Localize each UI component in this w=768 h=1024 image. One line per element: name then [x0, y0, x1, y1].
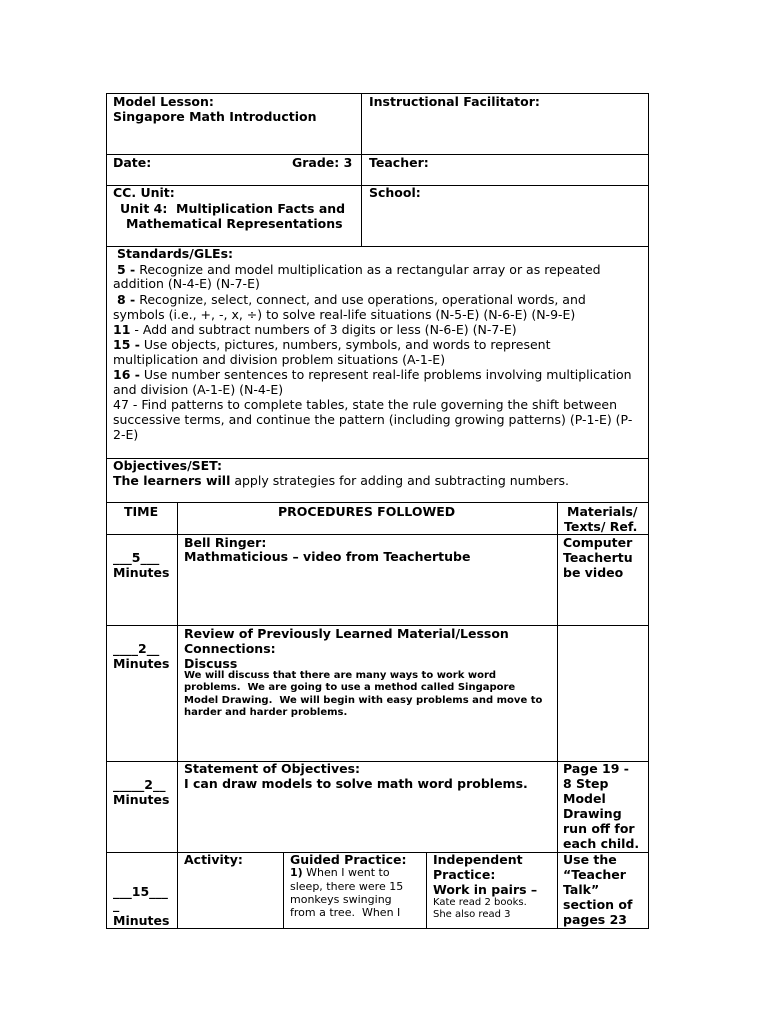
row2-text-2: problems. We are going to use a method called Singapore: [184, 682, 516, 693]
standard-16-text: Use number sentences to represent real-life problems involving multiplication: [139, 367, 632, 382]
standard-15-number: 15 -: [113, 337, 140, 352]
standard-16: [113, 367, 632, 382]
standard-47: 47 - Find patterns to complete tables, state the rule governing the shift between: [113, 397, 618, 412]
objectives-heading: Objectives/SET:: [113, 458, 223, 473]
standard-8: [113, 292, 586, 307]
standard-47-cont2: 2-E): [113, 427, 139, 442]
standard-16-cont: and division (A-1-E) (N-4-E): [113, 382, 284, 397]
row3-time-unit: Minutes: [113, 792, 170, 807]
row2-title-1: Review of Previously Learned Material/Lesson: [184, 626, 509, 641]
procedures-header: PROCEDURES FOLLOWED: [278, 504, 456, 519]
teacher-label: Teacher:: [369, 155, 429, 170]
row4-guided-label: Guided Practice:: [290, 852, 407, 867]
row4-time-value: ___15___: [113, 884, 168, 899]
unit-title-line2: Mathematical Representations: [126, 216, 343, 231]
row2-materials-cell: [557, 625, 649, 762]
standard-5-number: 5 -: [116, 262, 136, 277]
model-lesson-label: Model Lesson:: [113, 94, 214, 109]
row4-materials-4: section of: [563, 897, 633, 912]
standard-15-text: Use objects, pictures, numbers, symbols, and words to represent: [139, 337, 551, 352]
row2-text-1: We will discuss that there are many ways to work word: [184, 670, 497, 681]
model-lesson-title: Singapore Math Introduction: [113, 109, 317, 124]
row3-materials-3: Model: [563, 791, 606, 806]
standard-47-cont: successive terms, and continue the pattern (including growing patterns) (P-1-E) (P-: [113, 412, 633, 427]
row1-materials-2: Teachertu: [563, 550, 633, 565]
school-label: School:: [369, 185, 421, 200]
row1-materials-1: Computer: [563, 535, 633, 550]
row2-text-3: Model Drawing. We will begin with easy problems and move to: [184, 695, 543, 706]
row2-time-unit: Minutes: [113, 656, 170, 671]
standard-8-text: Recognize, select, connect, and use operations, operational words, and: [135, 292, 586, 307]
row1-materials-3: be video: [563, 565, 624, 580]
facilitator-label: Instructional Facilitator:: [369, 94, 540, 109]
row2-text-4: harder and harder problems.: [184, 707, 348, 718]
row4-independent-label-3: Work in pairs –: [433, 882, 538, 897]
row3-title-2: I can draw models to solve math word problems.: [184, 776, 528, 791]
row2-title-2: Connections:: [184, 641, 276, 656]
row4-independent-label-1: Independent: [433, 852, 523, 867]
standard-15-cont: multiplication and division problem situations (A-1-E): [113, 352, 446, 367]
row4-guided-number: 1): [290, 866, 303, 879]
row4-time-underscore: _: [113, 897, 120, 912]
standard-11-number: 11: [113, 322, 131, 337]
date-label: Date:: [113, 155, 152, 170]
objectives-lead: The learners will: [113, 473, 231, 488]
row4-guided-line1: [290, 867, 390, 880]
time-header: TIME: [124, 504, 159, 519]
row3-materials-4: Drawing: [563, 806, 622, 821]
row1-title-2: Mathmaticious – video from Teachertube: [184, 549, 471, 564]
row2-time-value: ____2__: [113, 641, 160, 656]
standard-5-text: Recognize and model multiplication as a rectangular array or as repeated: [135, 262, 601, 277]
row1-time-cell: [106, 534, 178, 626]
standards-heading: Standards/GLEs:: [117, 246, 234, 261]
standard-16-number: 16 -: [113, 367, 140, 382]
materials-header-line1: Materials/: [567, 504, 638, 519]
row2-title-3: Discuss: [184, 656, 238, 671]
row4-guided-line2: sleep, there were 15: [290, 880, 404, 893]
unit-label: CC. Unit:: [113, 185, 175, 200]
row4-independent-line2: She also read 3: [433, 909, 511, 920]
standard-11-text: - Add and subtract numbers of 3 digits or less (N-6-E) (N-7-E): [130, 322, 517, 337]
standard-5-cont: addition (N-4-E) (N-7-E): [113, 276, 260, 291]
row1-time-unit: Minutes: [113, 565, 170, 580]
standard-8-cont: symbols (i.e., +, -, x, ÷) to solve real-life situations (N-5-E) (N-6-E) (N-9-E): [113, 307, 576, 322]
objectives-body: apply strategies for adding and subtracting numbers.: [230, 473, 569, 488]
row3-title-1: Statement of Objectives:: [184, 761, 361, 776]
materials-header-line2: Texts/ Ref.: [564, 519, 638, 534]
row4-independent-label-2: Practice:: [433, 867, 496, 882]
row4-activity-label: Activity:: [184, 852, 243, 867]
row4-independent-line1: Kate read 2 books.: [433, 897, 527, 908]
grade-label: Grade: 3: [292, 155, 353, 170]
row4-guided-line4: from a tree. When I: [290, 906, 401, 919]
row4-time-unit: Minutes: [113, 913, 170, 928]
row4-materials-1: Use the: [563, 852, 617, 867]
row3-time-cell: [106, 761, 178, 853]
standard-8-number: 8 -: [116, 292, 136, 307]
row4-materials-2: “Teacher: [563, 867, 626, 882]
standard-15: [113, 337, 550, 352]
row3-time-value: _____2__: [113, 777, 166, 792]
objectives-text: [113, 473, 569, 488]
row4-guided-line3: monkeys swinging: [290, 893, 392, 906]
row3-materials-1: Page 19 -: [563, 761, 629, 776]
standard-11: [113, 322, 517, 337]
row1-title-1: Bell Ringer:: [184, 535, 267, 550]
row3-materials-6: each child.: [563, 836, 640, 851]
row3-materials-5: run off for: [563, 821, 635, 836]
standard-5: [113, 262, 601, 277]
row4-guided-text1: When I went to: [302, 866, 390, 879]
row1-time-value: ___5___: [113, 550, 160, 565]
row3-materials-2: 8 Step: [563, 776, 609, 791]
unit-title-line1: Unit 4: Multiplication Facts and: [120, 201, 346, 216]
row4-materials-5: pages 23: [563, 912, 627, 927]
row4-materials-3: Talk”: [563, 882, 600, 897]
